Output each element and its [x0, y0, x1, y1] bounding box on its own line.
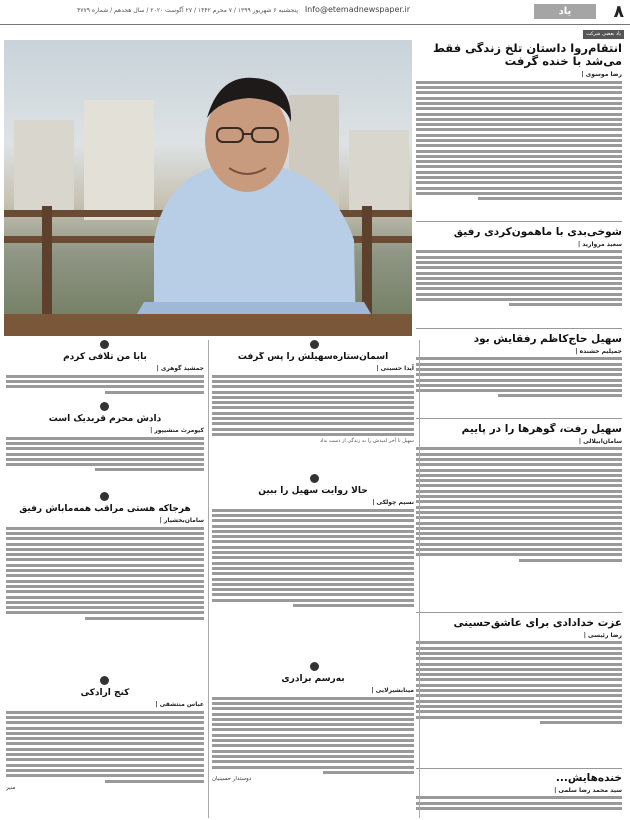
page-header [0, 0, 630, 25]
article-8-byline: جمشید گوهری | [156, 365, 204, 373]
article-10 [212, 486, 414, 661]
article-2-title: شوخی‌بدی با ماهمون‌کردی رفیق [453, 226, 622, 238]
article-6 [416, 772, 622, 818]
article-3-title: سهیل حاج‌کاظم رفقایش بود [473, 333, 622, 345]
article-9-byline: کیومرث منشیپور | [150, 427, 204, 435]
article-5-title: عزت خدادادی برای عاشق‌حسینی [453, 617, 622, 629]
article-5 [416, 617, 622, 765]
issue-date: پنجشنبه ۶ شهریور ۱۳۹۹ / ۷ محرم ۱۴۴۲ / ۲۷ آگوست ۲۰۲۰ / سال هجدهم / شماره ۴۷۷۹ [77, 7, 298, 14]
article-9-badge [100, 402, 109, 411]
article-13-title: کنج آرادکی [80, 688, 130, 698]
article-4-byline: سامان‌ابیلالی | [578, 438, 622, 446]
article-13-badge [100, 676, 109, 685]
article-4-title: سهیل رفت، گوهرها را در پاییم [461, 423, 622, 435]
page-number: ۸ [613, 2, 624, 22]
article-13 [6, 688, 204, 818]
article-6-byline: سید محمد رضا سلمی | [554, 787, 622, 795]
article-3-byline: جمیلیم خشنده | [575, 348, 622, 356]
article-11-title: هرجاکه هستی مراقب همه‌ما‌باش رفیق [19, 504, 191, 514]
article-11 [6, 504, 204, 674]
portrait-figure [4, 40, 412, 336]
article-10-byline: نسیم چولکی | [372, 499, 414, 507]
article-10-badge [310, 474, 319, 483]
article-12-badge [310, 662, 319, 671]
article-10-title: حالا روایت سهیل را ببین [258, 486, 368, 496]
email-address: Info@etemadnewspaper.ir [304, 5, 410, 14]
article-13-signature: منیر [6, 784, 16, 791]
main-photo [4, 40, 412, 336]
article-4 [416, 423, 622, 608]
article-2 [416, 226, 622, 324]
quote-caption: سهیل تا آخر امیدش را به زندگی از دست نداد [319, 438, 414, 445]
article-12-signature: دوستدار حسینیان [212, 776, 252, 783]
article-7-badge [310, 340, 319, 349]
article-12 [212, 674, 414, 818]
section-label: یاد [534, 4, 596, 19]
article-8-badge [100, 340, 109, 349]
article-11-badge [100, 492, 109, 501]
article-9 [6, 414, 204, 490]
article-7-byline: آیدا حسینی | [376, 365, 414, 373]
article-13-byline: عباس منتشقی | [155, 701, 204, 709]
column-tag: یاد بعضی شرکت [583, 30, 624, 39]
article-3 [416, 333, 622, 415]
article-7-title: آسمان‌ستاره‌سهیلش را پس گرفت [237, 352, 389, 362]
article-9-title: دادش محرم قربدیک است [48, 414, 162, 424]
article-main-body [416, 81, 622, 201]
article-7 [212, 352, 414, 472]
article-8-title: بابا من تلافی کردم [63, 352, 147, 362]
article-main-byline: رضا موسوی | [581, 71, 622, 79]
article-8 [6, 352, 204, 402]
article-11-byline: سامان‌بخشیار | [159, 517, 204, 525]
article-main-title: انتقام‌روا داستان تلخ زندگی فقط می‌شد با خنده گرفت [432, 42, 622, 69]
article-5-byline: رضا رئیسی | [583, 632, 622, 640]
article-12-title: به‌رسم برادری [281, 674, 345, 684]
article-main [416, 42, 622, 217]
article-6-title: خنده‌هایش... [555, 772, 622, 784]
article-12-byline: مینابشیرلایی | [371, 687, 414, 695]
article-2-byline: سعید مروارید | [578, 241, 622, 249]
